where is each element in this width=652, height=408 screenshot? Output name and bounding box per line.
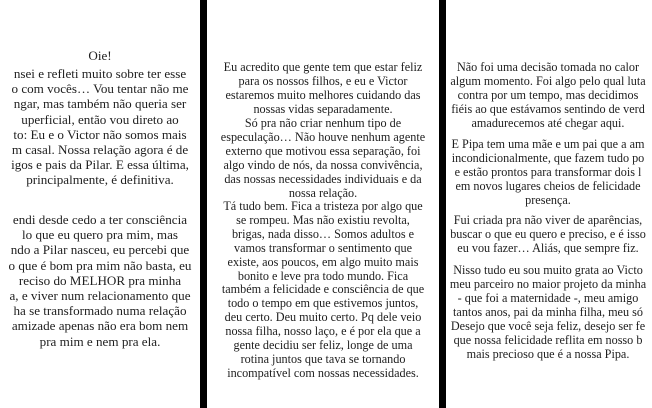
para-3-line: rotina juntos que tava se tornando bbox=[240, 351, 406, 366]
para-1-line: Eu acredito que gente tem que estar feliz bbox=[223, 60, 423, 74]
para-2-line: externo que motivou essa separação, foi bbox=[225, 143, 421, 158]
para-1-line: contra por um tempo, mas decidimos bbox=[457, 88, 639, 102]
para-2-line: presença. bbox=[525, 193, 571, 207]
para-4-line: mais precioso que é a nossa Pipa. bbox=[466, 347, 630, 361]
para-2-line: algo vindo de nós, da nossa convivência, bbox=[223, 157, 423, 172]
para-1-line: to: Eu e o Victor não somos mais bbox=[13, 126, 187, 142]
para-2-line: nossa relação. bbox=[288, 185, 358, 200]
para-3-line: buscar o que eu quero e preciso, e é isso bbox=[450, 227, 646, 241]
para-3-line: existe, aos poucos, em algo muito mais bbox=[227, 254, 419, 269]
para-4-line: que nossa felicidade reflita em nosso b bbox=[453, 333, 643, 347]
para-4-line: - que foi a maternidade -, meu amigo bbox=[457, 291, 639, 305]
para-1-line: o com vocês… Vou tentar não me bbox=[11, 81, 189, 97]
para-3-line: Tá tudo bem. Fica a tristeza por algo que bbox=[223, 199, 423, 213]
para-2-line: e estão prontos para transformar dois l bbox=[454, 165, 642, 179]
para-2-line: endi desde cedo a ter consciência bbox=[12, 212, 188, 227]
para-3-line: gente decidiu ser feliz, longe de uma bbox=[233, 338, 413, 352]
para-3-line: brigas, nada disso… Somos adultos e bbox=[231, 226, 415, 241]
para-1-line: estaremos muito melhores cuidando das bbox=[225, 87, 421, 102]
para-1-line: nsei e refleti muito sobre ter esse bbox=[13, 66, 187, 81]
para-3-line: deu certo. Deu muito certo. Pq dele veio bbox=[224, 310, 422, 325]
story-panel-1 bbox=[0, 0, 200, 408]
para-1-line: igos e pais da Pilar. E essa última, bbox=[11, 157, 189, 173]
para-3-line: vamos transformar o sentimento que bbox=[233, 240, 413, 255]
para-1-line: m casal. Nossa relação agora é de bbox=[11, 142, 189, 157]
para-1-line: algum momento. Foi algo pelo qual luta bbox=[450, 74, 646, 88]
para-3-line: se rompeu. Mas não existiu revolta, bbox=[236, 212, 410, 227]
para-4-line: Nisso tudo eu sou muito grata ao Victo bbox=[453, 263, 643, 277]
para-3-line: nossa filha, nosso laço, e é por ela que a bbox=[225, 324, 421, 339]
para-3-line: bonito e leve pra todo mundo. Fica bbox=[237, 268, 409, 283]
para-1-line: nossas vidas separadamente. bbox=[253, 101, 393, 116]
para-3-line: incompatível com nossas necessidades. bbox=[227, 365, 419, 380]
para-2-line: a, e viver num relacionamento que bbox=[9, 288, 191, 303]
para-2-line: E Pipa tem uma mãe e um pai que a am bbox=[451, 137, 645, 151]
para-2-line: em novos lugares cheios de felicidade bbox=[455, 179, 641, 193]
para-1-line: amadurecemos até chegar aqui. bbox=[471, 116, 625, 130]
para-2-line: reciso do MELHOR pra minha bbox=[18, 272, 182, 288]
para-1-line: Não foi uma decisão tomada no calor bbox=[456, 60, 640, 74]
para-1-line: principalmente, é definitiva. bbox=[26, 172, 174, 188]
story-panel-2 bbox=[207, 0, 439, 408]
para-3-line: todo o tempo em que estivemos juntos, bbox=[227, 296, 419, 311]
para-1-line: para os nossos filhos, e eu e Victor bbox=[238, 73, 408, 88]
para-3-line: também a felicidade e consciência de que bbox=[221, 282, 425, 297]
para-3-line: Fui criada pra não viver de aparências, bbox=[453, 213, 643, 227]
para-4-line: meu parceiro no maior projeto da minha bbox=[449, 277, 647, 291]
para-4-line: Desejo que você seja feliz, desejo ser fe bbox=[450, 319, 646, 333]
para-3-line: eu vou fazer… Aliás, que sempre fiz. bbox=[457, 241, 639, 255]
para-2-line: das nossas necessidades individuais e da bbox=[224, 171, 422, 186]
para-2-line: incondicionalmente, que fazem tudo po bbox=[451, 151, 645, 165]
para-4-line: tantos anos, pai da minha filha, meu só bbox=[453, 305, 643, 319]
para-2-line: o que é bom pra mim não basta, eu bbox=[8, 257, 192, 273]
para-2-line: Só pra não criar nenhum tipo de bbox=[244, 116, 402, 130]
story-panel-3 bbox=[446, 0, 652, 408]
para-1-line: fiéis ao que estávamos sentindo de verd bbox=[451, 102, 645, 116]
para-1-line: uperficial, então vou direto ao bbox=[21, 111, 179, 127]
para-2-line: ha se transformado numa relação bbox=[13, 303, 187, 319]
para-2-line: amizade apenas não era bom nem bbox=[11, 318, 189, 334]
para-2-line: pra mim e nem pra ela. bbox=[39, 333, 161, 349]
para-2-line: lo que eu quero pra mim, mas bbox=[22, 227, 178, 243]
greeting-line: Oie! bbox=[88, 48, 112, 63]
para-2-line: ndo a Pilar nasceu, eu percebi que bbox=[10, 242, 190, 258]
para-2-line: especulação… Não houve nenhum agente bbox=[220, 129, 426, 144]
para-1-line: ngar, mas também não queria ser bbox=[13, 96, 187, 112]
